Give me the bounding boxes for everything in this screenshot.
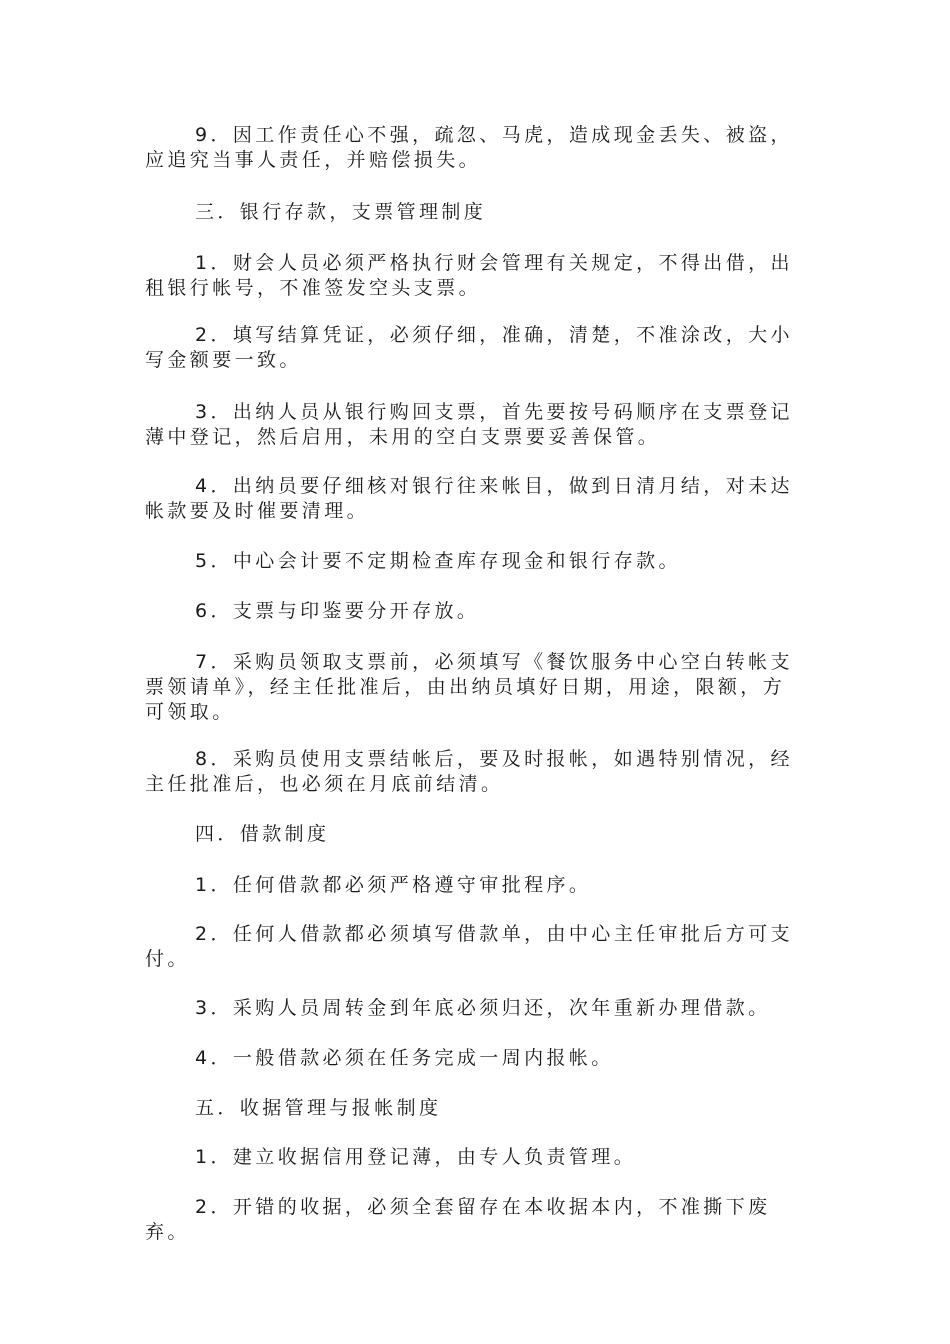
paragraph-loan-rule-4: 4．一般借款必须在任务完成一周内报帐。 [195, 1047, 614, 1069]
paragraph-bank-rule-7: 7．采购员领取支票前，必须填写《餐饮服务中心空白转帐支票领请单》，经主任批准后，由出纳员填好日期，用途，限额，方可领取。 [145, 651, 793, 723]
section-heading-loan: 四．借款制度 [195, 823, 330, 845]
section-heading-receipt-management: 五．收据管理与报帐制度 [195, 1097, 442, 1119]
paragraph-bank-rule-4: 4．出纳员要仔细核对银行往来帐目，做到日清月结，对未达帐款要及时催要清理。 [145, 475, 793, 522]
paragraph-cash-loss-liability: 9．因工作责任心不强，疏忽、马虎，造成现金丢失、被盗，应追究当事人责任，并赔偿损失。 [145, 124, 793, 171]
paragraph-bank-rule-2: 2．填写结算凭证，必须仔细，准确，清楚，不准涂改，大小写金额要一致。 [145, 324, 793, 371]
paragraph-bank-rule-3: 3．出纳人员从银行购回支票，首先要按号码顺序在支票登记薄中登记，然后启用，未用的空白支票要妥善保管。 [145, 401, 793, 448]
paragraph-bank-rule-5: 5．中心会计要不定期检查库存现金和银行存款。 [195, 550, 681, 572]
paragraph-receipt-rule-1: 1．建立收据信用登记薄，由专人负责管理。 [195, 1146, 637, 1168]
paragraph-loan-rule-3: 3．采购人员周转金到年底必须归还，次年重新办理借款。 [195, 997, 771, 1019]
paragraph-receipt-rule-2: 2．开错的收据，必须全套留存在本收据本内，不准撕下废弃。 [145, 1196, 771, 1243]
paragraph-bank-rule-1: 1．财会人员必须严格执行财会管理有关规定，不得出借，出租银行帐号，不准签发空头支票。 [145, 252, 793, 299]
paragraph-loan-rule-2: 2．任何人借款都必须填写借款单，由中心主任审批后方可支付。 [145, 923, 793, 970]
paragraph-bank-rule-6: 6．支票与印鉴要分开存放。 [195, 600, 480, 622]
section-heading-bank-deposit-cheque: 三．银行存款，支票管理制度 [195, 201, 487, 223]
paragraph-bank-rule-8: 8．采购员使用支票结帐后，要及时报帐，如遇特别情况，经主任批准后，也必须在月底前结清。 [145, 748, 793, 795]
paragraph-loan-rule-1: 1．任何借款都必须严格遵守审批程序。 [195, 874, 592, 896]
